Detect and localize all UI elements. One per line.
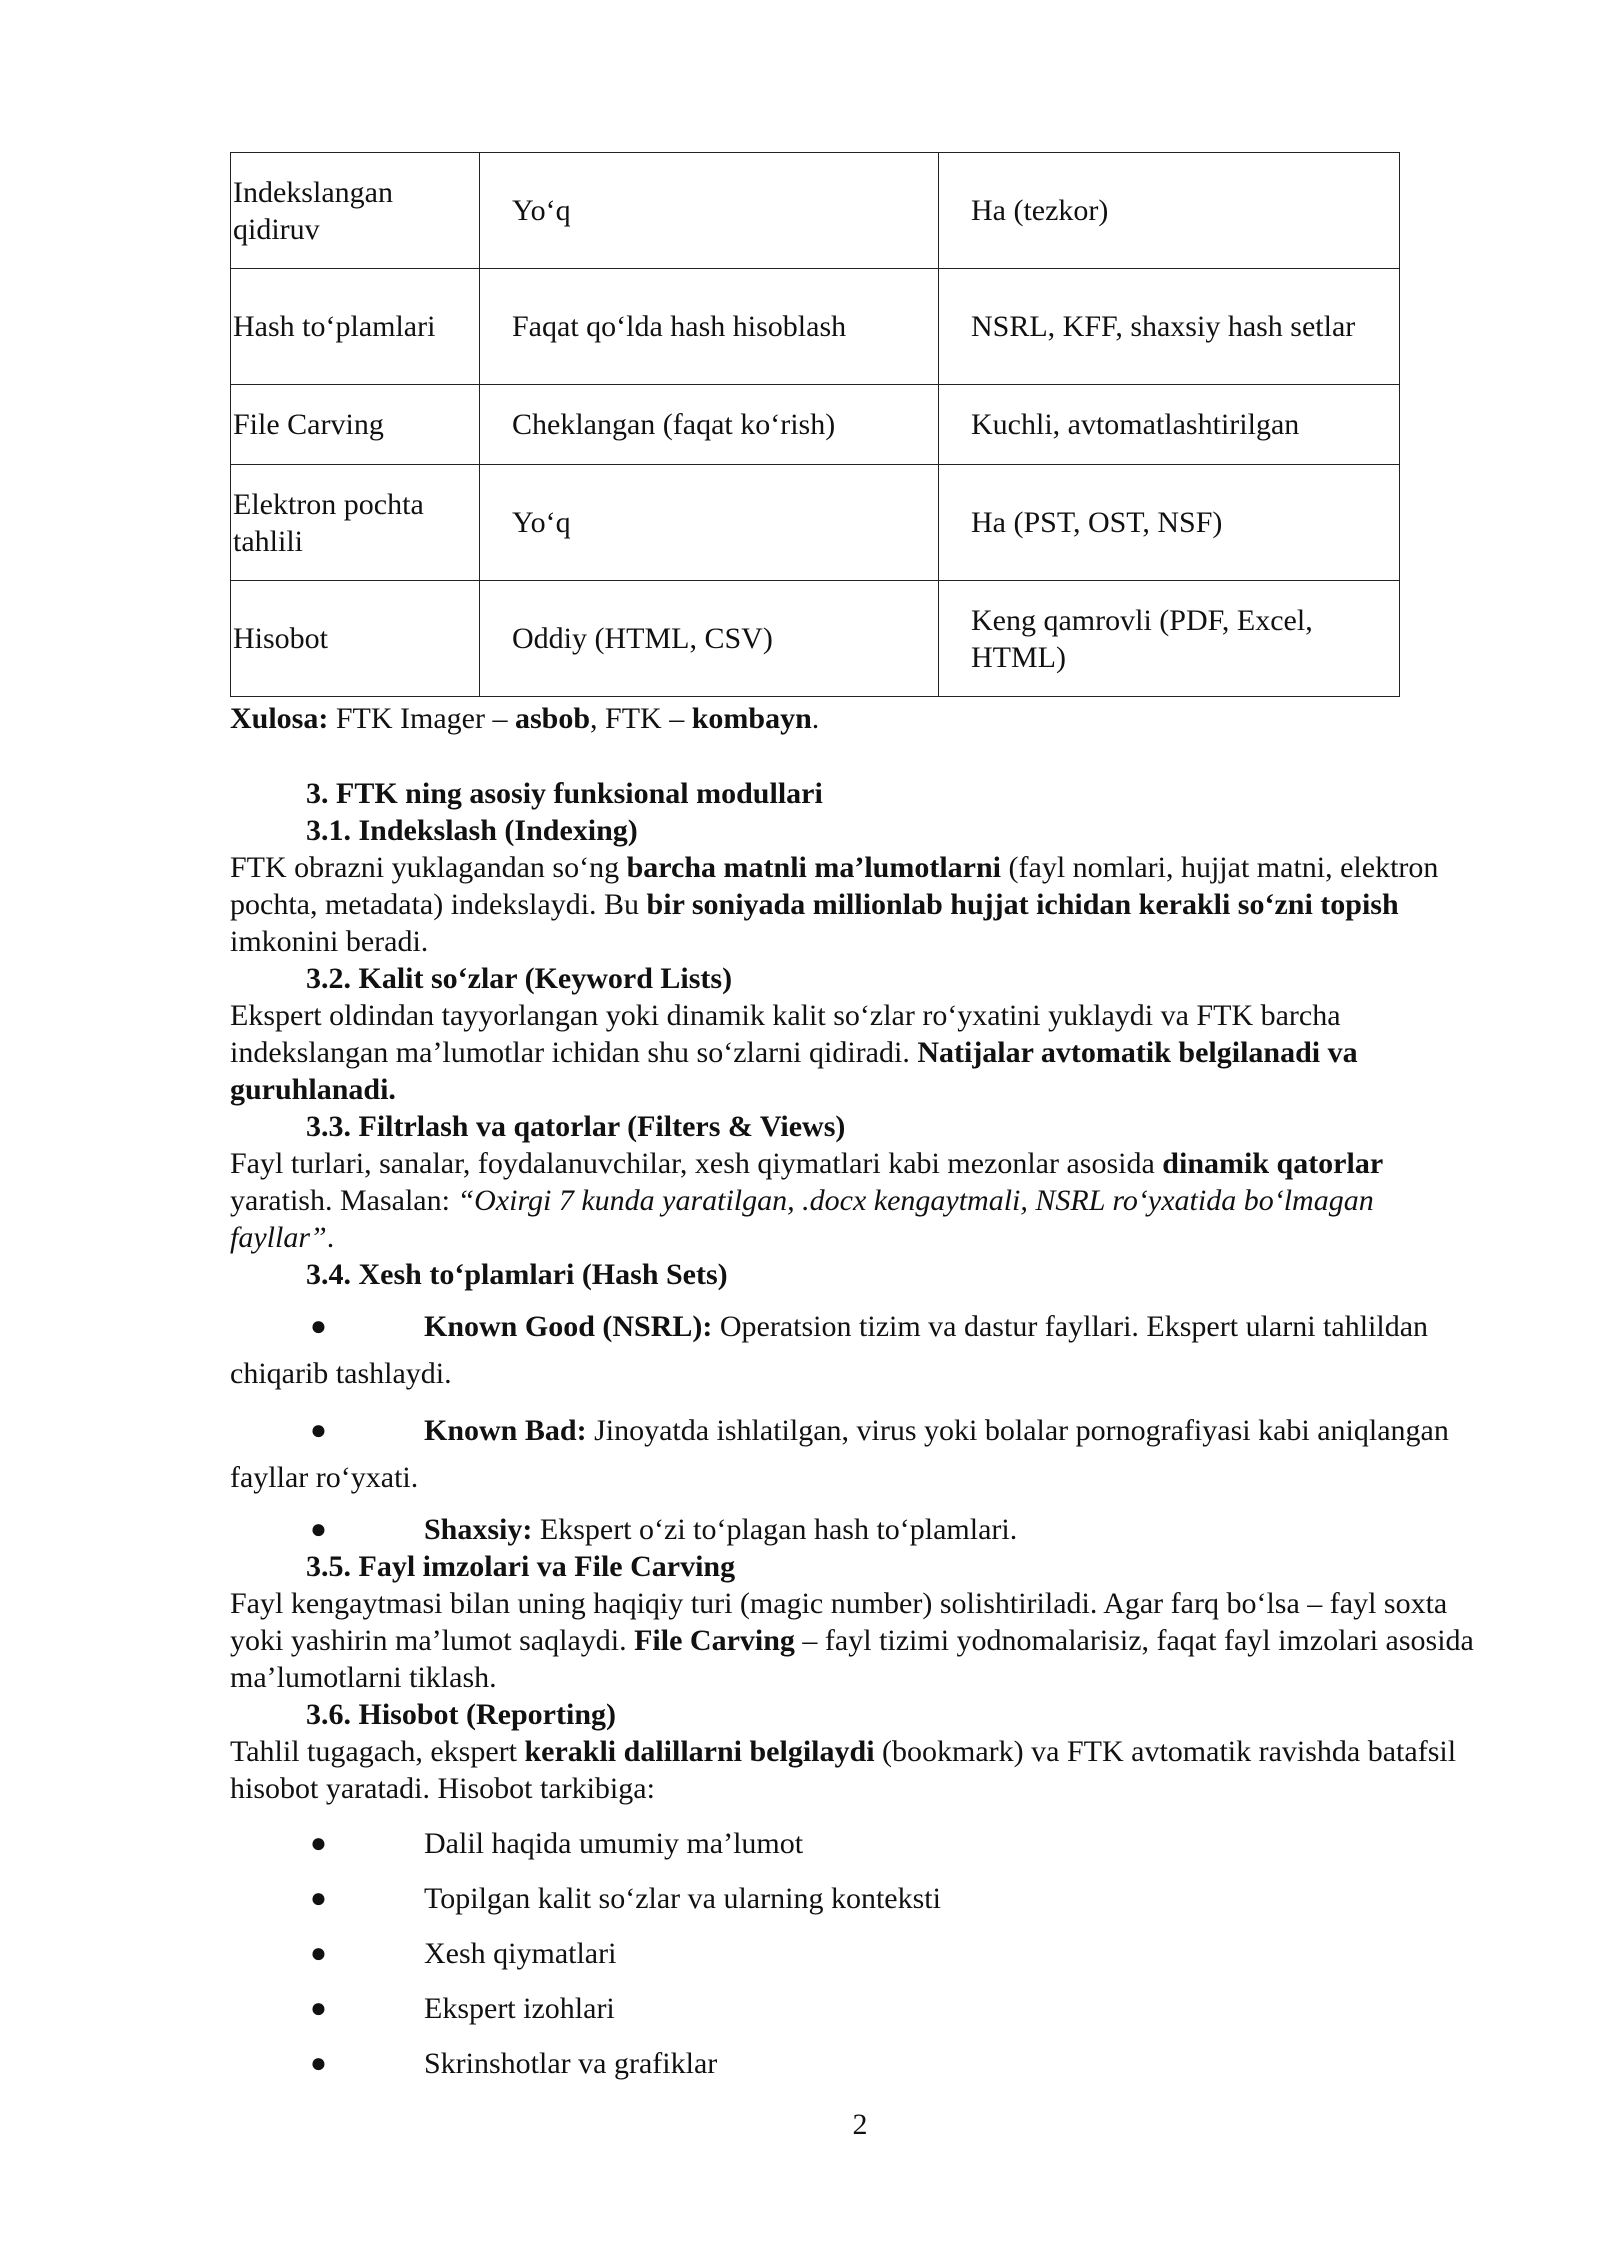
table-row — [231, 269, 1400, 385]
bold-run: kerakli dalillarni belgilaydi — [524, 1735, 875, 1768]
subsection-heading: 3.4. Xesh to‘plamlari (Hash Sets) — [306, 1258, 728, 1291]
subsection-heading: 3.6. Hisobot (Reporting) — [306, 1698, 616, 1731]
bold-run: File Carving — [634, 1624, 795, 1657]
list-item-text: Skrinshotlar va grafiklar — [424, 2047, 718, 2080]
table-cell-imager: Oddiy (HTML, CSV) — [480, 581, 939, 697]
paragraph — [230, 1733, 1480, 1807]
table-cell-ftk: Keng qamrovli (PDF, Excel, HTML) — [939, 581, 1400, 697]
bullet-icon: ● — [310, 2048, 327, 2079]
table-cell-ftk: Kuchli, avtomatlashtirilgan — [939, 385, 1400, 465]
list-item — [230, 1407, 1480, 1501]
table-cell-ftk: Ha (tezkor) — [939, 153, 1400, 269]
text-run: Ekspert oldindan tayyorlangan yoki dinamik kalit so‘zlar ro‘yxatini yuklaydi va FTK barcha indekslangan ma’lumotlar ichidan shu so‘zlarni qidiradi. — [230, 999, 1341, 1069]
bullet-icon: ● — [310, 1311, 327, 1342]
bullet-icon: ● — [310, 1415, 327, 1446]
text-run: Fayl turlari, sanalar, foydalanuvchilar, xesh qiymatlari kabi mezonlar asosida — [230, 1147, 1163, 1180]
bold-run: bir soniyada millionlab hujjat ichidan kerakli so‘zni topish — [646, 888, 1399, 921]
bold-run: Known Bad: — [424, 1414, 587, 1447]
text-run: . — [326, 1221, 335, 1254]
text-run: FTK obrazni yuklagandan so‘ng — [230, 851, 627, 884]
subsection-heading: 3.1. Indekslash (Indexing) — [306, 814, 638, 847]
conclusion-bold: asbob — [514, 702, 591, 735]
paragraph — [230, 849, 1480, 960]
list-item-text: Topilgan kalit so‘zlar va ularning konteksti — [424, 1882, 941, 1915]
text-run: yaratish. Masalan: — [230, 1184, 458, 1217]
list-item — [230, 1511, 1480, 1548]
text-run: imkonini beradi. — [230, 925, 429, 958]
conclusion-bold: kombayn — [691, 702, 812, 735]
conclusion-text: . — [811, 702, 820, 735]
paragraph — [230, 997, 1480, 1108]
table-cell-ftk: Ha (PST, OST, NSF) — [939, 465, 1400, 581]
list-item — [230, 1990, 1480, 2027]
bold-run: dinamik qatorlar — [1162, 1147, 1384, 1180]
text-run: (fayl nomlari, hujjat matni, elektron pochta, metadata) indekslaydi. Bu — [230, 851, 1439, 921]
section-heading: 3. FTK ning asosiy funksional modullari — [306, 777, 823, 810]
bullet-icon: ● — [310, 1828, 327, 1859]
list-item — [230, 1935, 1480, 1972]
table-cell-imager: Faqat qo‘lda hash hisoblash — [480, 269, 939, 385]
bullet-icon: ● — [310, 1883, 327, 1914]
italic-run: “Oxirgi 7 kunda yaratilgan, .docx kengaytmali, NSRL ro‘yxatida bo‘lmagan fayllar” — [230, 1184, 1374, 1254]
bullet-icon: ● — [310, 1514, 327, 1545]
table-cell-feature: Indekslangan qidiruv — [231, 153, 480, 269]
list-item — [230, 1825, 1480, 1862]
text-run: Operatsion tizim va dastur fayllari. Ekspert ularni tahlildan chiqarib tashlaydi. — [230, 1310, 1429, 1390]
table-cell-feature: Hash to‘plamlari — [231, 269, 480, 385]
bold-run: Shaxsiy: — [424, 1513, 533, 1546]
conclusion-text: , FTK – — [590, 702, 692, 735]
page-number: 2 — [852, 2108, 868, 2141]
table-row — [231, 153, 1400, 269]
text-run: Fayl kengaytmasi bilan uning haqiqiy turi (magic number) solishtiriladi. Agar farq bo‘lsa – fayl soxta yoki yashirin ma’lumot saqlaydi. — [230, 1587, 1448, 1657]
list-item-text: Xesh qiymatlari — [424, 1937, 617, 1970]
list-item — [230, 1303, 1480, 1397]
conclusion-label: Xulosa: — [230, 702, 329, 735]
conclusion-paragraph — [230, 700, 1480, 737]
text-run: Tahlil tugagach, ekspert — [230, 1735, 525, 1768]
bold-run: barcha matnli ma’lumotlarni — [626, 851, 1002, 884]
subsection-heading: 3.5. Fayl imzolari va File Carving — [306, 1550, 736, 1583]
body-text — [230, 700, 1480, 2082]
paragraph — [230, 1585, 1480, 1696]
table-cell-feature: File Carving — [231, 385, 480, 465]
bullet-icon: ● — [310, 1993, 327, 2024]
text-run: Ekspert o‘zi to‘plagan hash to‘plamlari. — [532, 1513, 1018, 1546]
text-run: Jinoyatda ishlatilgan, virus yoki bolalar pornografiyasi kabi aniqlangan fayllar ro‘yxati. — [230, 1414, 1449, 1494]
table-row — [231, 581, 1400, 697]
table-cell-ftk: NSRL, KFF, shaxsiy hash setlar — [939, 269, 1400, 385]
list-item — [230, 2045, 1480, 2082]
table-cell-imager: Yo‘q — [480, 153, 939, 269]
subsection-heading: 3.3. Filtrlash va qatorlar (Filters & Views) — [306, 1110, 846, 1143]
text-run: – fayl tizimi yodnomalarisiz, faqat fayl imzolari asosida ma’lumotlarni tiklash. — [230, 1624, 1474, 1694]
paragraph — [230, 1145, 1480, 1256]
text-run: (bookmark) va FTK avtomatik ravishda batafsil hisobot yaratadi. Hisobot tarkibiga: — [230, 1735, 1457, 1805]
bold-run: Natijalar avtomatik belgilanadi va guruhlanadi. — [230, 1036, 1358, 1106]
subsection-heading: 3.2. Kalit so‘zlar (Keyword Lists) — [306, 962, 733, 995]
list-item-text: Ekspert izohlari — [424, 1992, 615, 2025]
table-row — [231, 465, 1400, 581]
list-item — [230, 1880, 1480, 1917]
table-cell-feature: Hisobot — [231, 581, 480, 697]
bullet-icon: ● — [310, 1938, 327, 1969]
bold-run: Known Good (NSRL): — [424, 1310, 713, 1343]
conclusion-text: FTK Imager – — [328, 702, 515, 735]
table-row — [231, 385, 1400, 465]
comparison-table — [230, 152, 1400, 697]
table-cell-imager: Cheklangan (faqat ko‘rish) — [480, 385, 939, 465]
list-item-text: Dalil haqida umumiy ma’lumot — [424, 1827, 804, 1860]
table-cell-feature: Elektron pochta tahlili — [231, 465, 480, 581]
table-cell-imager: Yo‘q — [480, 465, 939, 581]
